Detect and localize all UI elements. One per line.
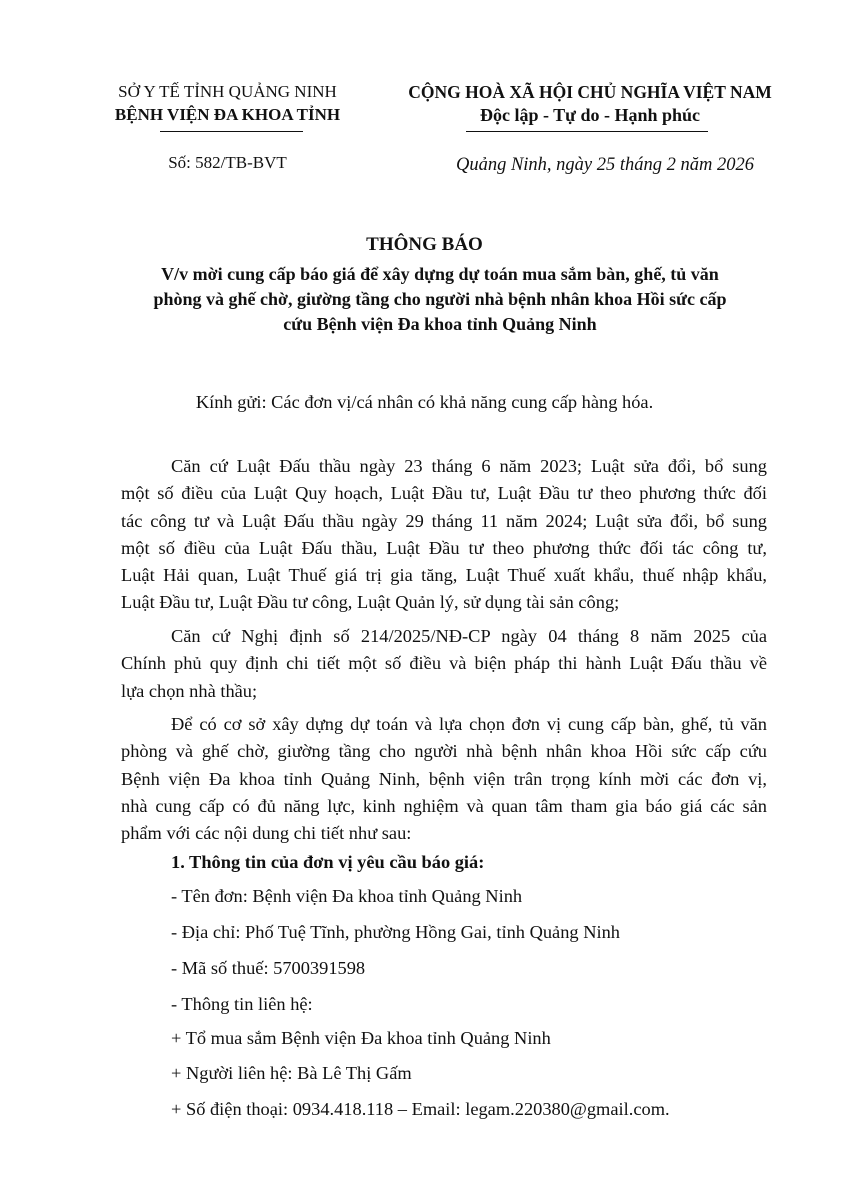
paragraph-line: nhà cung cấp có đủ năng lực, kinh nghiệm và quan tâm tham gia báo giá các sản — [121, 795, 767, 816]
paragraph-line: phòng và ghế chờ, giường tầng cho người nhà bệnh nhân khoa Hồi sức cấp cứu — [121, 741, 767, 762]
info-item-procurement-team: + Tổ mua sắm Bệnh viện Đa khoa tỉnh Quảng Ninh — [171, 1028, 551, 1048]
info-item-contact-person: + Người liên hệ: Bà Lê Thị Gấm — [171, 1063, 412, 1083]
info-item-address: - Địa chỉ: Phố Tuệ Tĩnh, phường Hồng Gai, tỉnh Quảng Ninh — [171, 922, 620, 942]
subject-line: V/v mời cung cấp báo giá để xây dựng dự toán mua sắm bàn, ghế, tủ văn — [161, 264, 719, 284]
paragraph-line: một số điều của Luật Quy hoạch, Luật Đầu tư, Luật Đầu tư theo phương thức đối — [121, 483, 767, 504]
paragraph-line: Luật Đầu tư, Luật Đầu tư công, Luật Quản lý, sử dụng tài sản công; — [121, 592, 620, 613]
agency-name: SỞ Y TẾ TỈNH QUẢNG NINH — [118, 82, 337, 101]
paragraph-line: phẩm với các nội dung chi tiết như sau: — [121, 823, 412, 844]
motto-underline — [466, 131, 708, 132]
info-item-tax-code: - Mã số thuế: 5700391598 — [171, 958, 366, 978]
nation-title: CỘNG HOÀ XÃ HỘI CHỦ NGHĨA VIỆT NAM — [408, 82, 772, 102]
paragraph-line: Bệnh viện Đa khoa tỉnh Quảng Ninh, bệnh viện trân trọng kính mời các đơn vị, — [121, 768, 767, 789]
info-item-contact: - Thông tin liên hệ: — [171, 994, 313, 1014]
section-1-heading: 1. Thông tin của đơn vị yêu cầu báo giá: — [171, 852, 485, 872]
subject-line: phòng và ghế chờ, giường tầng cho người nhà bệnh nhân khoa Hồi sức cấp — [153, 289, 727, 309]
document-subject — [110, 262, 770, 337]
paragraph-line: Căn cứ Luật Đấu thầu ngày 23 tháng 6 năm 2023; Luật sửa đổi, bổ sung — [171, 456, 767, 476]
hospital-name: BỆNH VIỆN ĐA KHOA TỈNH — [114, 105, 341, 124]
info-item-name: - Tên đơn: Bệnh viện Đa khoa tỉnh Quảng Ninh — [171, 886, 523, 906]
paragraph-line: Luật Hải quan, Luật Thuế giá trị gia tăng, Luật Thuế xuất khẩu, thuế nhập khẩu, — [121, 565, 767, 586]
national-motto: Độc lập - Tự do - Hạnh phúc — [479, 105, 701, 125]
document-title: THÔNG BÁO — [366, 234, 483, 255]
paragraph-line: Để có cơ sở xây dựng dự toán và lựa chọn đơn vị cung cấp bàn, ghế, tủ văn — [171, 714, 767, 734]
paragraph-line: tác công tư và Luật Đấu thầu ngày 29 tháng 11 năm 2024; Luật sửa đổi, bổ sung — [121, 510, 767, 531]
subject-line: cứu Bệnh viện Đa khoa tỉnh Quảng Ninh — [283, 314, 597, 334]
invitation-paragraph — [121, 711, 767, 847]
legal-basis-paragraph-2 — [121, 623, 767, 705]
recipient-line: Kính gửi: Các đơn vị/cá nhân có khả năng cung cấp hàng hóa. — [195, 392, 654, 412]
info-item-phone-email: + Số điện thoại: 0934.418.118 – Email: legam.220380@gmail.com. — [171, 1099, 670, 1119]
hospital-underline — [160, 131, 303, 132]
place-and-date: Quảng Ninh, ngày 25 tháng 2 năm 2026 — [455, 155, 755, 175]
paragraph-line: một số điều của Luật Đấu thầu, Luật Đầu tư theo phương thức đối tác công tư, — [121, 537, 767, 558]
paragraph-line: lựa chọn nhà thầu; — [121, 680, 258, 701]
legal-basis-paragraph-1 — [121, 453, 767, 617]
paragraph-line: Chính phủ quy định chi tiết một số điều và biện pháp thi hành Luật Đấu thầu về — [121, 653, 767, 674]
document-number: Số: 582/TB-BVT — [168, 153, 287, 172]
paragraph-line: Căn cứ Nghị định số 214/2025/NĐ-CP ngày 04 tháng 8 năm 2025 của — [171, 626, 767, 646]
